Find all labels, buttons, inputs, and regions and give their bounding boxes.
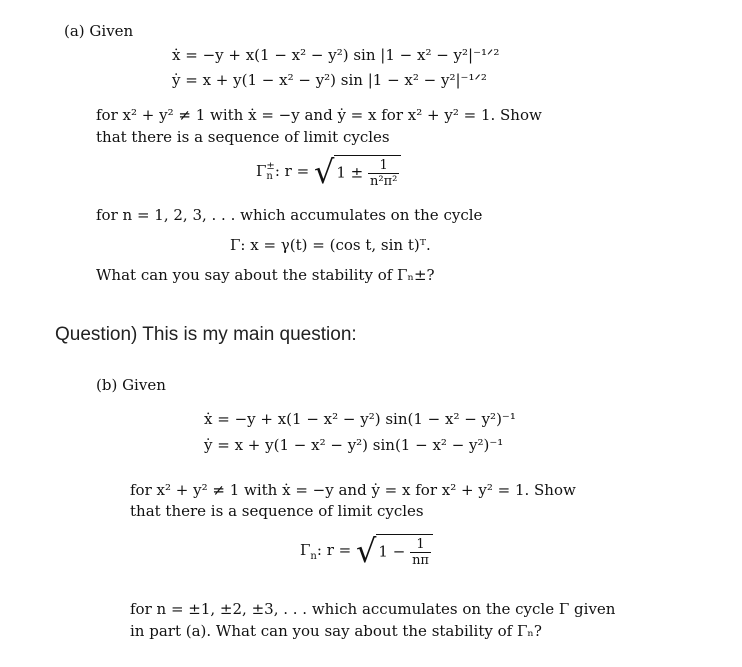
gamma-subscript: n: [310, 551, 317, 562]
part-a-limit-cycle-formula: [256, 155, 401, 189]
fraction-numerator: 1: [368, 158, 399, 174]
part-a-equation-x: ẋ = −y + x(1 − x² − y²) sin |1 − x² − y²|⁻¹ᐟ²: [172, 46, 500, 64]
sqrt-lead: 1 −: [378, 542, 406, 561]
fraction: [368, 158, 399, 189]
gamma-symbol: Γ: [256, 162, 267, 180]
gamma-superscript: ±: [266, 161, 275, 172]
radical-sign-icon: √: [356, 532, 377, 570]
part-a-accumulation-text: for n = 1, 2, 3, . . . which accumulates on the cycle: [96, 206, 483, 224]
part-b-condition-text: for x² + y² ≠ 1 with ẋ = −y and ẏ = x for x² + y² = 1. Show: [130, 481, 576, 499]
fraction-numerator: 1: [410, 537, 431, 553]
radius-equals: : r =: [274, 162, 310, 180]
part-b-accumulation-text: for n = ±1, ±2, ±3, . . . which accumulates on the cycle Γ given: [130, 600, 616, 618]
square-root: [356, 534, 433, 568]
part-b-stability-question: in part (a). What can you say about the stability of Γₙ?: [130, 622, 542, 640]
sqrt-lead: 1 ±: [336, 163, 364, 182]
main-question-heading: Question) This is my main question:: [55, 324, 357, 345]
part-b-limit-cycle-formula: [300, 534, 433, 568]
part-b-equation-y: ẏ = x + y(1 − x² − y²) sin(1 − x² − y²)⁻¹: [204, 436, 504, 454]
part-a-equation-y: ẏ = x + y(1 − x² − y²) sin |1 − x² − y²|⁻¹ᐟ²: [172, 71, 487, 89]
radical-sign-icon: √: [313, 153, 335, 191]
gamma-subscript: n: [266, 171, 273, 182]
part-a-stability-question: What can you say about the stability of Γₙ±?: [96, 266, 435, 284]
part-a-label: (a) Given: [64, 22, 134, 40]
part-a-show-text: that there is a sequence of limit cycles: [96, 128, 390, 146]
part-b-label: (b) Given: [96, 376, 166, 394]
radius-equals: : r =: [316, 541, 352, 559]
part-b-show-text: that there is a sequence of limit cycles: [130, 502, 424, 520]
part-a-condition-text: for x² + y² ≠ 1 with ẋ = −y and ẏ = x for x² + y² = 1. Show: [96, 106, 542, 124]
gamma-symbol: Γ: [300, 541, 311, 559]
fraction: [410, 537, 431, 568]
square-root: [314, 155, 401, 189]
part-b-equation-x: ẋ = −y + x(1 − x² − y²) sin(1 − x² − y²)⁻¹: [204, 410, 516, 428]
fraction-denominator: n²π²: [370, 174, 398, 189]
fraction-denominator: nπ: [412, 553, 429, 568]
part-a-gamma-definition: Γ: x = γ(t) = (cos t, sin t)ᵀ.: [230, 236, 431, 254]
